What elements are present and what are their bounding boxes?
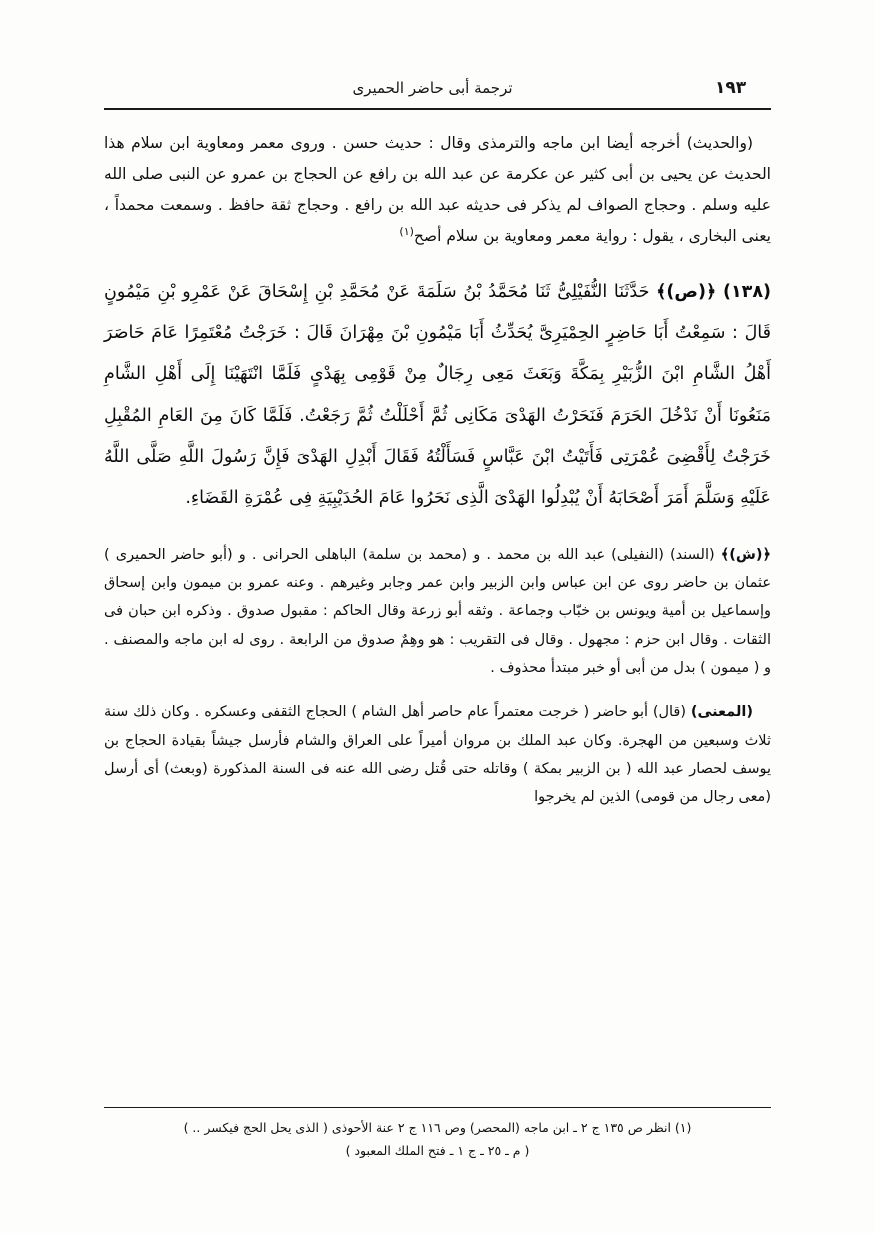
hadith-marker-sheen: ﴿ (705, 282, 717, 303)
hadith-entry (104, 272, 771, 519)
paragraph-hadith-commentary (104, 128, 771, 252)
page-number: ١٩٣ (715, 78, 747, 98)
footnotes-area (104, 1097, 771, 1164)
hadith-marker-close: ﴾ (656, 282, 667, 303)
page-header (104, 78, 771, 106)
sanad-marker-open: ﴿ (762, 546, 771, 563)
paragraph-text: (والحديث) أخرجه أيضا ابن ماجه والترمذى وقال : حديث حسن . وروى معمر ومعاوية ابن سلام هذا الحديث عن يحيى بن أبى كثير عن عكرمة عن عبد الله بن رافع عن الحجاج بن عمرو عن النبى صلى الله عليه وسلم . وحجاج الصواف لم يذكر فى حديثه عبد الله بن رافع . وحجاج ثقة حافظ . وسمعت محمداً ، يعنى البخارى ، يقول : رواية معمر ومعاوية بن سلام أصح (104, 134, 771, 246)
page-content (104, 78, 771, 1193)
maana-marker: (المعنى) (690, 704, 754, 721)
sanad-text: (السند) (النفيلى) عبد الله بن محمد . و (محمد بن سلمة) الباهلى الحرانى . و (أبو حاضر الحميرى ) عثمان بن حاضر روى عن ابن عباس وابن الزبير وابن عمر وجابر وغيرهم . وعنه عمرو بن ميمون وابن إسحاق وإسماعيل بن أمية ويونس بن خبّاب وجماعة . وثقه أبو زرعة وقال الحاكم : مقبول صدوق . وذكره ابن حبان فى الثقات . وقال ابن حزم : مجهول . وقال فى التقريب : هو وهِمٌ صدوق من الرابعة . روى له ابن ماجه والمصنف . و ( ميمون ) بدل من أبى أو خبر مبتدأ محذوف . (104, 546, 771, 676)
paragraph-maana (104, 698, 771, 811)
header-divider (104, 108, 771, 110)
hadith-marker-label: (ص) (666, 282, 706, 303)
footnote-divider (104, 1107, 771, 1108)
hadith-text: حَدَّثَنَا النُّفَيْلِىُّ ثَنَا مُحَمَّدُ بْنُ سَلَمَةَ عَنْ مُحَمَّدِ بْنِ إِسْحَاقَ عَنْ عَمْرِو بْنِ مَيْمُونٍ قَالَ : سَمِعْتُ أَبَا حَاضِرٍ الحِمْيَرِىَّ يُحَدِّثُ أَبَا مَيْمُونِ بْنَ مِهْرَانَ قَالَ : خَرَجْتُ مُعْتَمِرًا عَامَ حَاصَرَ أَهْلُ الشَّامِ ابْنَ الزُّبَيْرِ بِمَكَّةَ وَبَعَثَ مَعِى رِجَالٌ مِنْ قَوْمِى بِهَدْىٍ فَلَمَّا انْتَهَيْنَا إِلَى أَهْلِ الشَّامِ مَنَعُونَا أَنْ نَدْخُلَ الحَرَمَ فَنَحَرْتُ الهَدْىَ مَكَانِى ثُمَّ أَحْلَلْتُ ثُمَّ رَجَعْتُ. فَلَمَّا كَانَ مِنَ العَامِ المُقْبِلِ خَرَجْتُ لِأَقْضِىَ عُمْرَتِى فَأَتَيْتُ ابْنَ عَبَّاسٍ فَسَأَلْتُهُ فَقَالَ أَبْدِلِ الهَدْىَ فَإِنَّ رَسُولَ اللَّهِ صَلَّى اللَّهُ عَلَيْهِ وَسَلَّمَ أَمَرَ أَصْحَابَهُ أَنْ يُبْدِلُوا الهَدْىَ الَّذِى نَحَرُوا عَامَ الحُدَيْبِيَةِ فِى عُمْرَةِ القَضَاءِ. (104, 282, 771, 508)
sanad-marker-close: ﴾ (720, 546, 730, 563)
paragraph-sanad (104, 541, 771, 682)
footnote-marker: (١) (399, 225, 414, 238)
running-title: ترجمة أبى حاضر الحميرى (352, 79, 513, 97)
hadith-number: (١٣٨) (722, 282, 771, 303)
maana-text: (قال) أبو حاضر ( خرجت معتمراً عام حاصر أهل الشام ) الحجاج الثقفى وعسكره . وكان ذلك سنة ثلاث وسبعين من الهجرة. وكان عبد الملك بن مروان أميراً على العراق والشام فأرسل جيشاً بقيادة الحجاج بن يوسف لحصار عبد الله ( بن الزبير بمكة ) وقاتله حتى قُتل رضى الله عنه فى السنة المذكورة (وبعث) أى أرسل (معى رجال من قومى) الذين لم يخرجوا (104, 704, 771, 806)
sanad-marker-label: (ش) (729, 546, 763, 563)
footnote-line-2: ( م ـ ٢٥ ـ ج ١ ـ فتح الملك المعبود ) (345, 1143, 530, 1159)
footnote-line-1: (١) انظر ص ١٣٥ ج ٢ ـ ابن ماجه (المحصر) وص ١١٦ ج ٢ عنة الأحوذى ( الذى يحل الحج فيكسر .. ) (183, 1119, 692, 1135)
